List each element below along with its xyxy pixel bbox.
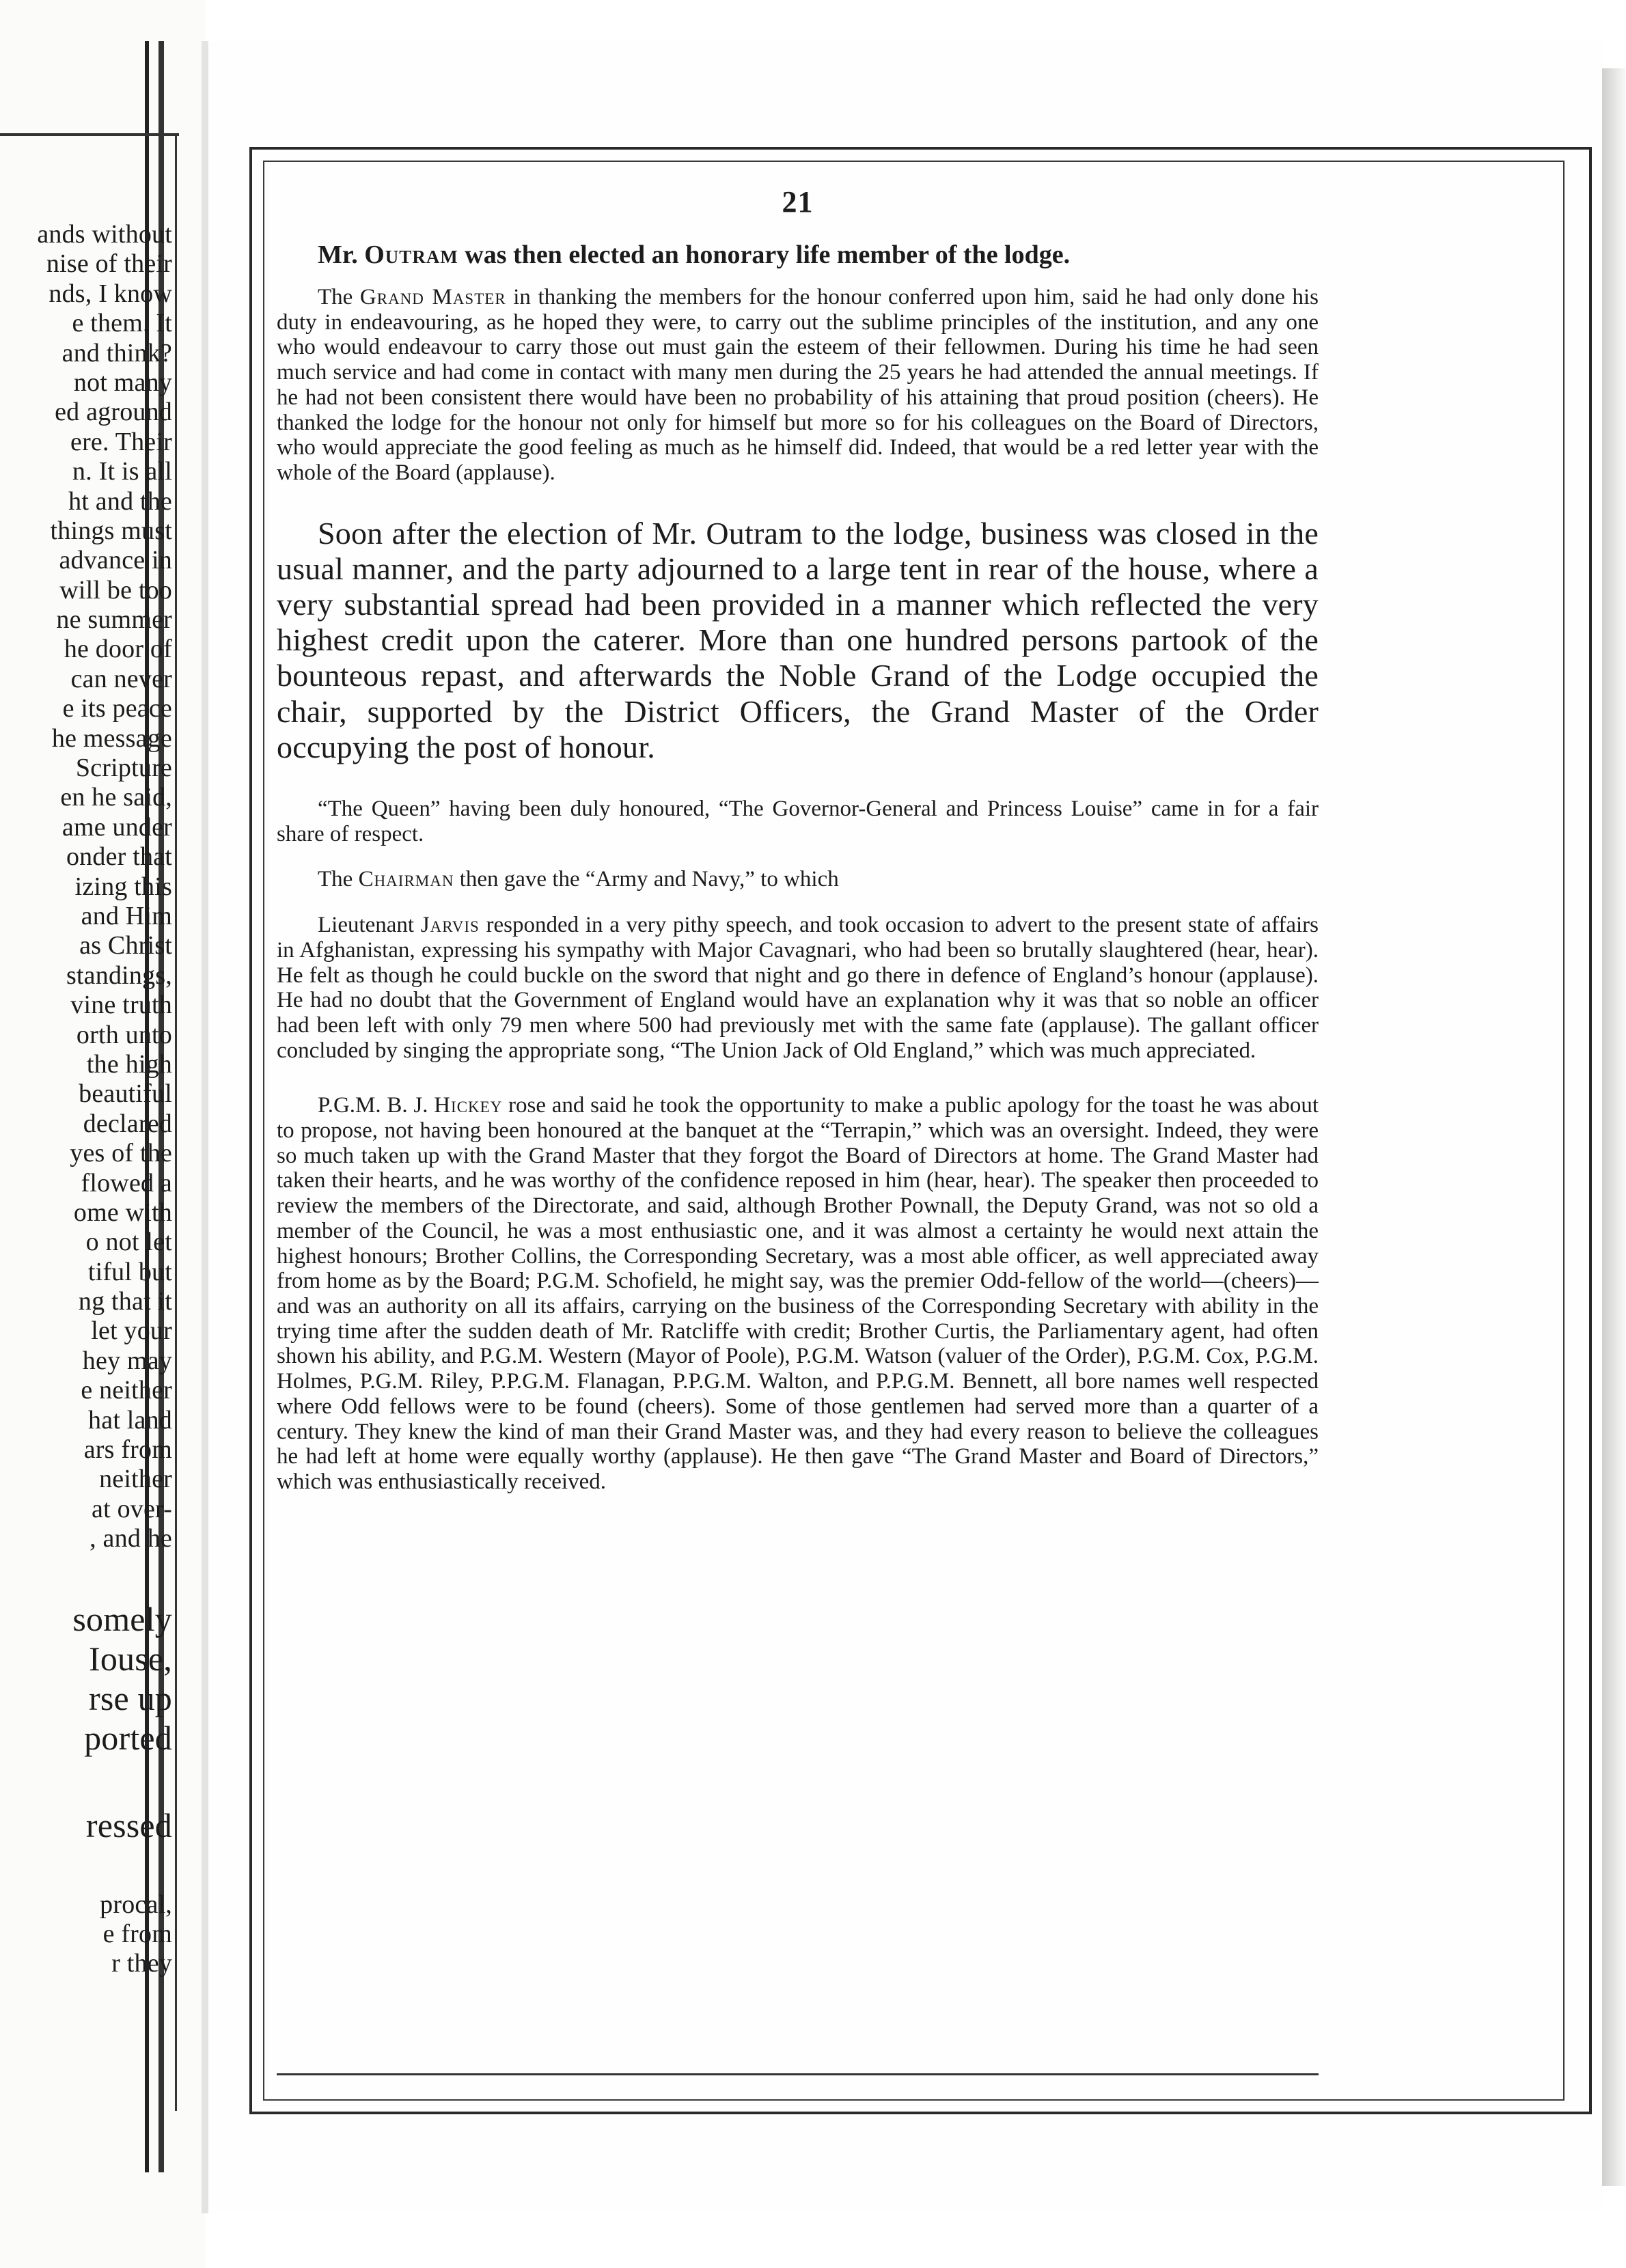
left-page-line: will be too bbox=[59, 575, 172, 605]
left-page-line: neither bbox=[99, 1465, 172, 1494]
name-grand-master: Grand Master bbox=[359, 285, 506, 309]
left-page-line-large: ported bbox=[84, 1718, 172, 1757]
left-page-line: hat land bbox=[88, 1405, 172, 1435]
left-page-line: o not let bbox=[85, 1228, 172, 1257]
left-page-line: procal, bbox=[100, 1890, 172, 1919]
left-page-line: tiful but bbox=[87, 1257, 172, 1286]
paragraph-grand-master-thanks: The Grand Master in thanking the members for the honour conferred upon him, said he had only done his duty in endeavouring, as he hoped they were, to carry out the sublime principles of the institution, and any one who would endeavour to carry those out must gain the esteem of their fellowmen. During his time he had seen much service and had come in contact with many men during the 25 years he had attended the annual meetings. If he had not been consistent there would have been no probability of his attaining that proud position (cheers). He thanked the lodge for the honour not only for himself but more so for his colleagues on the Board of Directors, who would appreciate the good feeling as much as he himself did. Indeed, that would be a red letter year with the whole of the Board (applause). bbox=[277, 285, 1319, 485]
left-page-line: izing this bbox=[74, 872, 172, 901]
left-page-line: ands without bbox=[37, 220, 172, 249]
book-gutter bbox=[202, 41, 208, 2213]
left-page-line: ht and the bbox=[68, 486, 172, 516]
left-page-line: the high bbox=[86, 1049, 172, 1079]
left-page-line: standings, bbox=[66, 960, 172, 990]
left-page-line-large: ressed bbox=[85, 1806, 172, 1844]
name-chairman: Chairman bbox=[358, 867, 454, 892]
paragraph-queen-toast: “The Queen” having been duly honoured, “The Governor-General and Princess Louise” came in for a fair share of respect. bbox=[277, 797, 1319, 846]
left-page-line: ame under bbox=[61, 812, 172, 842]
left-page-line: ome with bbox=[73, 1198, 172, 1227]
left-page-line: can never bbox=[70, 664, 172, 693]
left-page-line: ars from bbox=[83, 1435, 172, 1465]
name-jarvis: Jarvis bbox=[420, 913, 480, 938]
paragraph-banquet: Soon after the election of Mr. Outram to the lodge, business was closed in the usual manner, and the party adjourned to a large tent in rear of the house, where a very substantial spread had been provided in a manner which reflected the very highest credit upon the caterer. More than one hundred persons partook of the bounteous repast, and afterwards the Noble Grand of the Lodge occupied the chair, supported by the District Officers, the Grand Master of the Order occupying the post of honour. bbox=[277, 515, 1319, 764]
left-page-line: e from bbox=[102, 1919, 172, 1948]
left-page-line: declared bbox=[83, 1109, 172, 1138]
name-hickey: Hickey bbox=[434, 1093, 503, 1118]
page-edge-shadow bbox=[1602, 68, 1626, 2186]
left-page-line: en he said, bbox=[60, 783, 172, 812]
left-page-line: things must bbox=[50, 516, 172, 545]
left-page-line: ere. Their bbox=[70, 427, 172, 456]
left-page-top-rule bbox=[0, 133, 179, 136]
page-content bbox=[277, 184, 1319, 1525]
left-page-line: r they bbox=[111, 1949, 172, 1978]
left-page-line: flowed a bbox=[81, 1168, 172, 1198]
left-page-side-rule bbox=[175, 133, 177, 2111]
paragraph-jarvis-speech: Lieutenant Jarvis responded in a very pithy speech, and took occasion to advert to the present state of affairs in Afghanistan, expressing his sympathy with Major Cavagnari, who had been so brutally slaughtered (hear, hear). He felt as though he could buckle on the sword that night and go there in defence of England’s honour (applause). He had no doubt that the Government of England would have an explanation why it was that so noble an officer had been left with only 79 men where 500 had previously met with the same fate (applause). The gallant officer concluded by singing the appropriate song, “The Union Jack of Old England,” which was much appreciated. bbox=[277, 913, 1319, 1063]
left-page-line: Scripture bbox=[75, 753, 172, 783]
left-page-line: at over- bbox=[92, 1494, 172, 1523]
left-page-line: not many bbox=[73, 368, 172, 397]
left-page-text-fragments bbox=[0, 220, 172, 1979]
left-page-line: ne summer bbox=[56, 605, 172, 635]
left-page-line: beautiful bbox=[79, 1079, 172, 1109]
left-page-line: nise of their bbox=[46, 249, 172, 279]
left-page-line: he door of bbox=[64, 635, 172, 664]
left-page-line: let your bbox=[91, 1316, 172, 1346]
left-page-line: e its peace bbox=[62, 694, 172, 723]
left-facing-page bbox=[0, 0, 205, 2268]
name-outram: Outram bbox=[364, 240, 458, 269]
paragraph-elected-member: Mr. Outram was then elected an honorary life member of the lodge. bbox=[318, 240, 1071, 269]
page-number: 21 bbox=[782, 185, 814, 219]
left-page-line: and think? bbox=[61, 338, 172, 368]
left-page-line: n. It is all bbox=[72, 457, 172, 486]
left-page-line: and Him bbox=[81, 901, 172, 930]
left-page-line: ed aground bbox=[55, 398, 172, 427]
left-page-line: e neither bbox=[81, 1376, 172, 1405]
left-page-line: yes of the bbox=[70, 1139, 172, 1168]
left-page-line: vine truth bbox=[70, 991, 172, 1020]
left-page-line: onder that bbox=[66, 842, 172, 872]
left-page-line: e them. It bbox=[72, 309, 172, 338]
left-page-line: ng that it bbox=[78, 1287, 172, 1316]
left-page-line: , and he bbox=[89, 1524, 172, 1553]
left-page-line: hey may bbox=[82, 1346, 172, 1375]
left-page-line: advance in bbox=[59, 546, 172, 575]
left-page-line-large: Iouse, bbox=[88, 1639, 172, 1678]
left-page-line: nds, I know bbox=[49, 279, 172, 308]
left-page-line-large: somely bbox=[72, 1599, 172, 1638]
left-page-line: orth unto bbox=[76, 1020, 172, 1049]
left-page-line-large: rse up bbox=[88, 1678, 172, 1717]
left-page-line: he message bbox=[51, 723, 172, 753]
paragraph-army-navy: The Chairman then gave the “Army and Navy,” to which bbox=[318, 867, 839, 892]
content-bottom-rule bbox=[277, 2073, 1319, 2075]
left-page-line: as Christ bbox=[79, 931, 172, 960]
paragraph-hickey-speech: P.G.M. B. J. Hickey rose and said he took the opportunity to make a public apology for the toast he was about to propose, not having been honoured at the banquet at the “Terrapin,” which was an oversight. Indeed, they were so much taken up with the Grand Master that they forgot the Board of Directors at home. The Grand Master had taken their hearts, and he was worthy of the confidence reposed in him (hear, hear). The speaker then proceeded to review the members of the Directorate, and said, although Brother Pownall, the Deputy Grand, was not so old a member of the Council, he was a most enthusiastic one, and it was almost a certainty he would next attain the highest honours; Brother Collins, the Corresponding Secretary, was a most able officer, as well appreciated away from home as by the Board; P.G.M. Schofield, he might say, was the premier Odd-fellow of the world—(cheers)—and was an authority on all its affairs, carrying on the business of the Corresponding Secretary with ability in the trying time after the sudden death of Mr. Ratcliffe with credit; Brother Curtis, the Parliamentary agent, had often shown his ability, and P.G.M. Western (Mayor of Poole), P.G.M. Watson (valuer of the Order), P.G.M. Cox, P.G.M. Holmes, P.G.M. Riley, P.P.G.M. Flanagan, P.P.G.M. Walton, and P.P.G.M. Bennett, all bore names well respected where Odd fellows were to be found (cheers). Some of those gentlemen had served more than a quarter of a century. They knew the kind of man their Grand Master was, and they had every reason to believe the colleagues he had left at home were equally worthy (applause). He then gave “The Grand Master and Board of Directors,” which was enthusiastically received. bbox=[277, 1093, 1319, 1494]
